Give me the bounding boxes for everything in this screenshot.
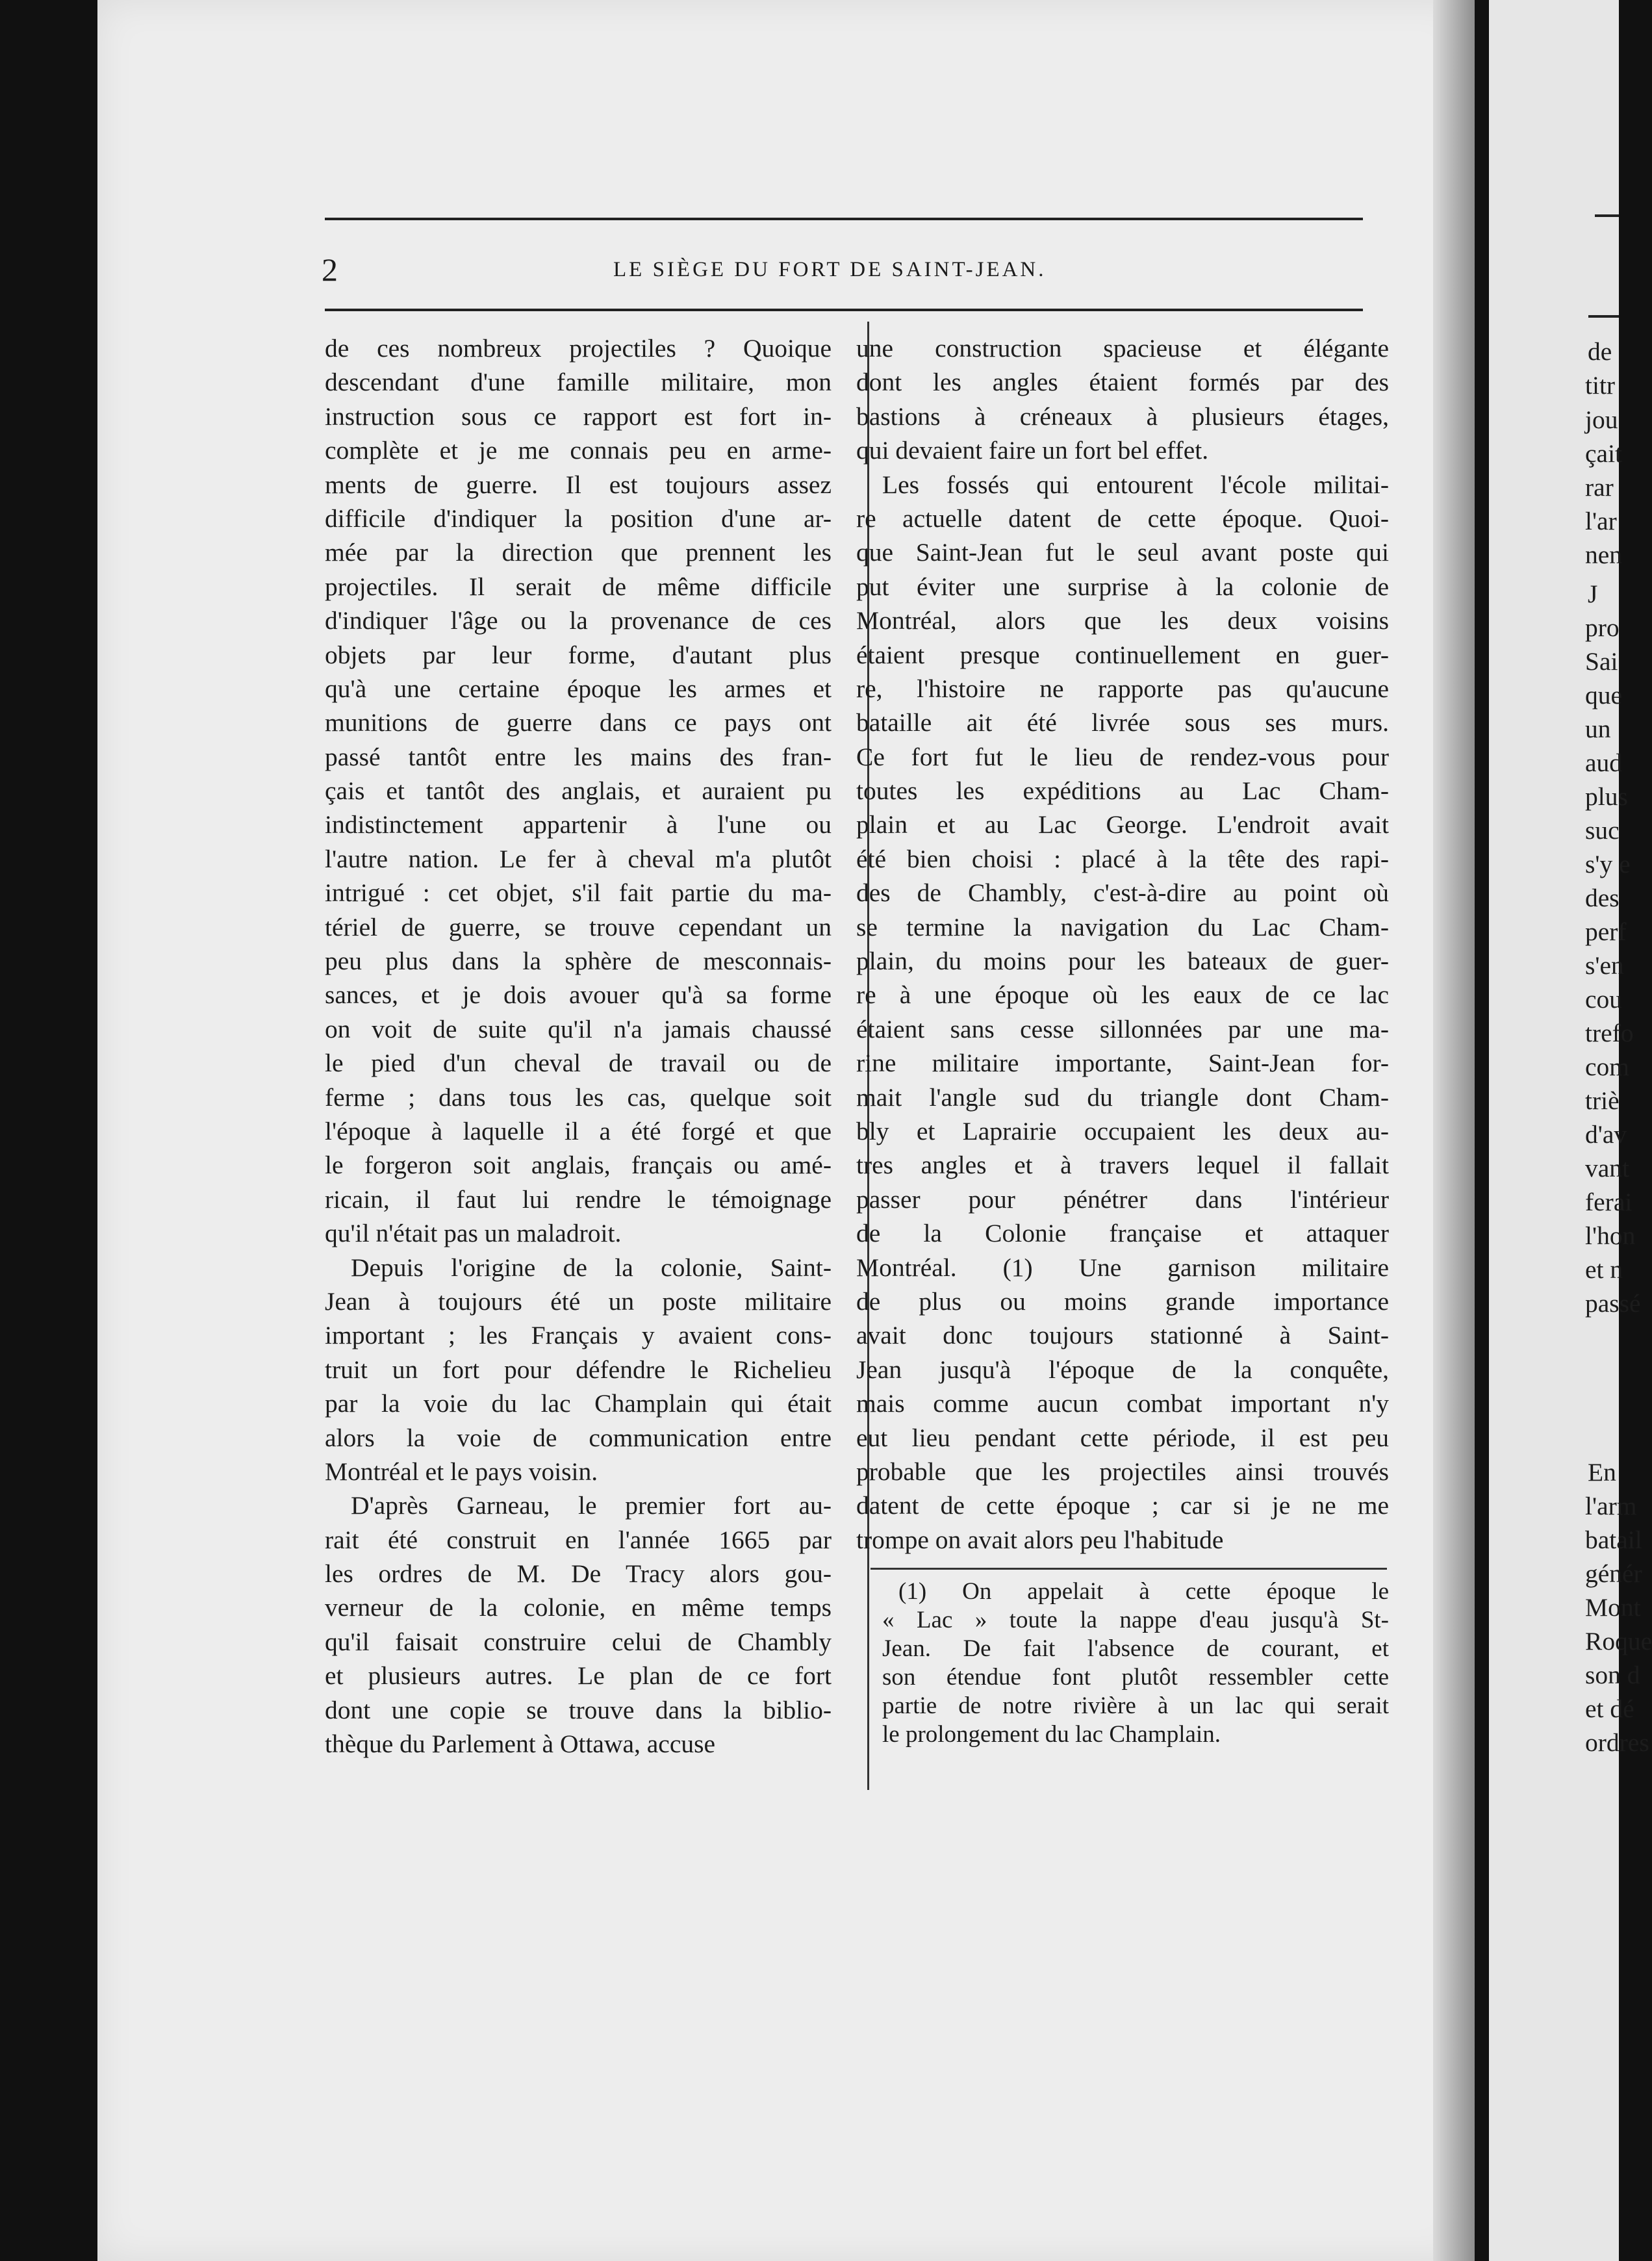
text-line: qu'il faisait construire celui de Chambly: [325, 1627, 832, 1656]
text-line: rine militaire importante, Saint-Jean for-: [856, 1049, 1389, 1078]
text-line: bataille ait été livrée sous ses murs.: [856, 708, 1389, 737]
next-page-fragment: jou: [1585, 405, 1618, 434]
next-page-fragment: suc: [1585, 816, 1620, 845]
next-page-fragment: En: [1588, 1458, 1616, 1487]
text-line: toutes les expéditions au Lac Cham-: [856, 776, 1389, 806]
next-page-fragment: un: [1585, 715, 1611, 743]
footnote-line: son étendue font plutôt ressembler cette: [882, 1664, 1389, 1691]
next-page-fragment: plus: [1585, 782, 1628, 811]
text-line: intrigué : cet objet, s'il fait partie du ma-: [325, 878, 832, 908]
running-title: LE SIÈGE DU FORT DE SAINT-JEAN.: [613, 258, 1047, 281]
text-line: dont les angles étaient formés par des: [856, 368, 1389, 397]
next-page-fragment: cou: [1585, 985, 1623, 1014]
text-line: Les fossés qui entourent l'école militai-: [882, 470, 1389, 499]
text-line: avait donc toujours stationné à Saint-: [856, 1321, 1389, 1350]
text-line: une construction spacieuse et élégante: [856, 334, 1389, 363]
text-line: verneur de la colonie, en même temps: [325, 1593, 832, 1622]
text-column-left: [325, 331, 832, 1761]
text-line: eut lieu pendant cette période, il est peu: [856, 1423, 1389, 1452]
text-line: Montréal, alors que les deux voisins: [856, 606, 1389, 635]
text-line: dont une copie se trouve dans la biblio-: [325, 1695, 832, 1724]
next-page-fragment: des: [1585, 884, 1620, 912]
next-page-fragment: de: [1588, 337, 1612, 366]
text-line: par la voie du lac Champlain qui était: [325, 1389, 832, 1418]
next-page-fragment: J: [1588, 580, 1598, 608]
text-line: plain, du moins pour les bateaux de guer-: [856, 947, 1389, 976]
next-page-fragment: l'hon: [1585, 1221, 1636, 1250]
text-line: Montréal et le pays voisin.: [325, 1457, 598, 1486]
page-number: 2: [322, 251, 338, 288]
text-line: mait l'angle sud du triangle dont Cham-: [856, 1082, 1389, 1112]
text-line: qu'à une certaine époque les armes et: [325, 674, 832, 703]
header-rule: [325, 309, 1363, 311]
next-page-fragment: titr: [1585, 371, 1616, 400]
text-line: bly et Laprairie occupaient les deux au-: [856, 1116, 1389, 1145]
text-line: passé tantôt entre les mains des fran-: [325, 742, 832, 771]
text-line: thèque du Parlement à Ottawa, accuse: [325, 1730, 716, 1759]
next-page-fragment: pro: [1585, 613, 1620, 642]
text-line: et plusieurs autres. Le plan de ce fort: [325, 1661, 832, 1691]
text-line: mée par la direction que prennent les: [325, 538, 832, 567]
next-page-fragment: que: [1585, 681, 1623, 709]
text-line: peu plus dans la sphère de mesconnais-: [325, 947, 832, 976]
text-line: rait été construit en l'année 1665 par: [325, 1525, 832, 1554]
footnote-line: partie de notre rivière à un lac qui serait: [882, 1693, 1389, 1719]
footnote-line: Jean. De fait l'absence de courant, et: [882, 1635, 1389, 1662]
next-page-fragment: Sai: [1585, 647, 1618, 676]
next-page-fragment: son d: [1585, 1661, 1640, 1689]
text-line: munitions de guerre dans ce pays ont: [325, 708, 832, 737]
text-line: re actuelle datent de cette époque. Quoi-: [856, 504, 1389, 533]
text-line: étaient presque continuellement en guer-: [856, 640, 1389, 669]
next-page-fragment: s'y e: [1585, 850, 1631, 878]
text-line: qui devaient faire un fort bel effet.: [856, 436, 1209, 465]
text-line: l'époque à laquelle il a été forgé et que: [325, 1116, 832, 1145]
next-page-fragment: nen: [1585, 541, 1623, 569]
text-line: Depuis l'origine de la colonie, Saint-: [351, 1253, 832, 1282]
next-page-fragment: l'arm: [1585, 1492, 1637, 1520]
text-line: descendant d'une famille militaire, mon: [325, 368, 832, 397]
next-page-fragment: rar: [1585, 473, 1614, 502]
next-page-fragment: s'en: [1585, 951, 1624, 980]
text-line: qu'il n'était pas un maladroit.: [325, 1219, 622, 1248]
text-line: difficile d'indiquer la position d'une ar-: [325, 504, 832, 533]
text-line: indistinctement appartenir à l'une ou: [325, 810, 832, 839]
next-page-fragment: Mont: [1585, 1593, 1641, 1622]
text-line: objets par leur forme, d'autant plus: [325, 640, 832, 669]
text-line: tres angles et à travers lequel il fallait: [856, 1151, 1389, 1180]
text-line: les ordres de M. De Tracy alors gou-: [325, 1559, 832, 1589]
next-page-fragment: d'av: [1585, 1120, 1627, 1149]
next-page-fragment: perf: [1585, 917, 1627, 946]
text-line: on voit de suite qu'il n'a jamais chaussé: [325, 1014, 832, 1043]
text-line: été bien choisi : placé à la tête des rapi-: [856, 844, 1389, 873]
text-line: ricain, il faut lui rendre le témoignage: [325, 1184, 832, 1214]
text-line: se termine la navigation du Lac Cham-: [856, 912, 1389, 941]
footnote-line: le prolongement du lac Champlain.: [882, 1721, 1221, 1748]
next-page-fragment: l'ar: [1585, 507, 1617, 535]
text-line: l'autre nation. Le fer à cheval m'a plutôt: [325, 844, 832, 873]
text-line: put éviter une surprise à la colonie de: [856, 572, 1389, 601]
footnote-line: (1) On appelait à cette époque le: [898, 1578, 1389, 1605]
next-page-fragment: vant: [1585, 1154, 1630, 1182]
next-page-fragment: trefo: [1585, 1019, 1634, 1047]
text-line: de plus ou moins grande importance: [856, 1286, 1389, 1316]
next-page-fragment: com: [1585, 1053, 1630, 1081]
next-page-fragment: batail: [1585, 1526, 1642, 1554]
text-line: ferme ; dans tous les cas, quelque soit: [325, 1082, 832, 1112]
text-line: Ce fort fut le lieu de rendez-vous pour: [856, 742, 1389, 771]
next-page-fragment: aud: [1585, 748, 1623, 777]
next-page-fragment: çait: [1585, 439, 1623, 468]
text-line: tériel de guerre, se trouve cependant un: [325, 912, 832, 941]
footnote-rule: [870, 1568, 1387, 1570]
text-line: complète et je me connais peu en arme-: [325, 436, 832, 465]
text-line: çais et tantôt des anglais, et auraient pu: [325, 776, 832, 806]
text-line: des de Chambly, c'est-à-dire au point où: [856, 878, 1389, 908]
text-line: truit un fort pour défendre le Richelieu: [325, 1355, 832, 1384]
text-line: d'indiquer l'âge ou la provenance de ces: [325, 606, 832, 635]
text-line: Montréal. (1) Une garnison militaire: [856, 1253, 1389, 1282]
text-line: D'après Garneau, le premier fort au-: [351, 1491, 832, 1520]
text-line: ments de guerre. Il est toujours assez: [325, 470, 832, 499]
text-line: bastions à créneaux à plusieurs étages,: [856, 402, 1389, 431]
page-gutter-shadow: [1433, 0, 1475, 2261]
top-rule: [325, 218, 1363, 220]
text-line: re, l'histoire ne rapporte pas qu'aucune: [856, 674, 1389, 703]
text-line: étaient sans cesse sillonnées par une ma-: [856, 1014, 1389, 1043]
text-line: de ces nombreux projectiles ? Quoique: [325, 334, 832, 363]
text-line: probable que les projectiles ainsi trouvés: [856, 1457, 1389, 1486]
text-line: re à une époque où les eaux de ce lac: [856, 980, 1389, 1010]
text-line: alors la voie de communication entre: [325, 1423, 832, 1452]
text-line: important ; les Français y avaient cons-: [325, 1321, 832, 1350]
text-line: Jean à toujours été un poste militaire: [325, 1286, 832, 1316]
next-page-fragment: passé: [1585, 1289, 1641, 1318]
text-line: trompe on avait alors peu l'habitude: [856, 1525, 1224, 1554]
text-line: le pied d'un cheval de travail ou de: [325, 1049, 832, 1078]
next-page-fragment: ordres: [1585, 1728, 1649, 1757]
next-page-fragment: génér: [1585, 1559, 1642, 1588]
footnote: [882, 1578, 1389, 1749]
next-page-fragment: et n: [1585, 1255, 1623, 1284]
text-line: projectiles. Il serait de même difficile: [325, 572, 832, 601]
footnote-line: « Lac » toute la nappe d'eau jusqu'à St-: [882, 1607, 1389, 1633]
next-page-top-rule: [1595, 214, 1619, 217]
text-line: plain et au Lac George. L'endroit avait: [856, 810, 1389, 839]
next-page-fragment: triè: [1585, 1086, 1620, 1115]
text-line: sances, et je dois avouer qu'à sa forme: [325, 980, 832, 1010]
text-line: de la Colonie française et attaquer: [856, 1219, 1389, 1248]
text-line: le forgeron soit anglais, français ou amé-: [325, 1151, 832, 1180]
next-page-fragment: Roque: [1585, 1627, 1652, 1655]
text-line: Jean jusqu'à l'époque de la conquête,: [856, 1355, 1389, 1384]
next-page-fragment: et dé: [1585, 1694, 1634, 1723]
text-line: mais comme aucun combat important n'y: [856, 1389, 1389, 1418]
next-page-fragment: ferai: [1585, 1188, 1633, 1216]
text-line: que Saint-Jean fut le seul avant poste qui: [856, 538, 1389, 567]
text-line: passer pour pénétrer dans l'intérieur: [856, 1184, 1389, 1214]
next-page-header-rule: [1588, 315, 1619, 318]
text-line: instruction sous ce rapport est fort in-: [325, 402, 832, 431]
text-line: datent de cette époque ; car si je ne me: [856, 1491, 1389, 1520]
text-column-right: [856, 331, 1389, 1557]
